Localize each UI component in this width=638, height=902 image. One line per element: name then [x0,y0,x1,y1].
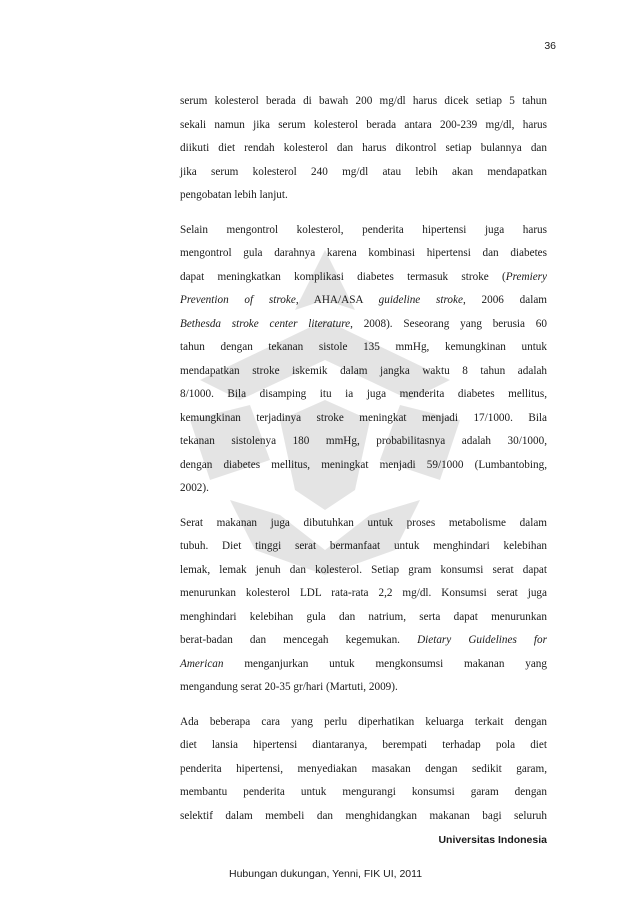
text-line: diet lansia hipertensi diantaranya, berempati terhadap pola diet [180,739,547,751]
italic-term: Dietary Guidelines for [417,634,547,646]
text-line: diikuti diet rendah kolesterol dan harus dikontrol setiap bulannya dan [180,142,547,154]
body-text [180,90,547,839]
text-line: dengan diabetes mellitus, meningkat menjadi 59/1000 (Lumbantobing, [180,458,547,471]
text-line [180,653,547,677]
text-line: menghindari kelebihan gula dan natrium, serta dapat menurunkan [180,610,547,623]
italic-term: Premiery [505,270,547,283]
text-line [180,313,547,337]
text-line: 2002). [180,482,209,494]
text-line: tubuh. Diet tinggi serat bermanfaat untuk menghindari kelebihan [180,540,547,552]
paragraph-3 [180,512,547,700]
text-line: Selain mengontrol kolesterol, penderita hipertensi juga harus [180,223,547,236]
text-line: kemungkinan terjadinya stroke meningkat menjadi 17/1000. Bila [180,411,547,424]
paragraph-4 [180,711,547,829]
text-line: tekanan sistolenya 180 mmHg, probabilitasnya adalah 30/1000, [180,435,547,447]
university-name: Universitas Indonesia [438,834,547,846]
text-line [180,266,547,290]
text-line: selektif dalam membeli dan menghidangkan makanan bagi seluruh [180,809,547,822]
text-line: 8/1000. Bila disamping itu ia juga menderita diabetes mellitus, [180,388,547,400]
italic-term: guideline stroke [378,294,463,306]
text-line [180,629,547,653]
text-line: mengandung serat 20-35 gr/hari (Martuti, 2009). [180,681,398,693]
text-segment: , AHA/ASA [295,294,379,306]
italic-term: Prevention of stroke [180,294,296,306]
text-line: jika serum kolesterol 240 mg/dl atau lebih akan mendapatkan [180,165,547,178]
text-line: membantu penderita untuk mengurangi konsumsi garam dengan [180,786,547,798]
text-line [180,289,547,313]
paragraph-1 [180,90,547,208]
text-line: mendapatkan stroke iskemik dalam jangka waktu 8 tahun adalah [180,364,547,377]
text-line: tahun dengan tekanan sistole 135 mmHg, kemungkinan untuk [180,341,547,353]
text-line: menurunkan kolesterol LDL rata-rata 2,2 mg/dl. Konsumsi serat juga [180,587,547,599]
text-line: penderita hipertensi, menyediakan masakan dengan sedikit garam, [180,762,547,775]
text-line: sekali namun jika serum kolesterol berada antara 200-239 mg/dl, harus [180,118,547,131]
text-line: lemak, lemak jenuh dan kolesterol. Setiap gram konsumsi serat dapat [180,563,547,576]
text-segment: berat-badan dan mencegah kegemukan. [180,634,418,646]
text-line: serum kolesterol berada di bawah 200 mg/dl harus dicek setiap 5 tahun [180,95,547,107]
text-segment: menganjurkan untuk mengkonsumsi makanan yang [223,657,547,670]
text-line: mengontrol gula darahnya karena kombinasi hipertensi dan diabetes [180,247,547,259]
italic-term: American [180,657,224,670]
paragraph-2 [180,219,547,501]
text-segment: dapat meningkatkan komplikasi diabetes termasuk stroke ( [180,270,506,283]
page-number: 36 [544,40,556,52]
footer-citation: Hubungan dukungan, Yenni, FIK UI, 2011 [229,868,423,880]
text-line: pengobatan lebih lanjut. [180,189,288,201]
italic-term: Bethesda stroke center literature [180,317,351,330]
text-line: Serat makanan juga dibutuhkan untuk proses metabolisme dalam [180,516,547,529]
text-line: Ada beberapa cara yang perlu diperhatikan keluarga terkait dengan [180,715,547,728]
text-segment: , 2006 dalam [462,294,547,306]
text-segment: , 2008). Seseorang yang berusia 60 [350,317,547,330]
